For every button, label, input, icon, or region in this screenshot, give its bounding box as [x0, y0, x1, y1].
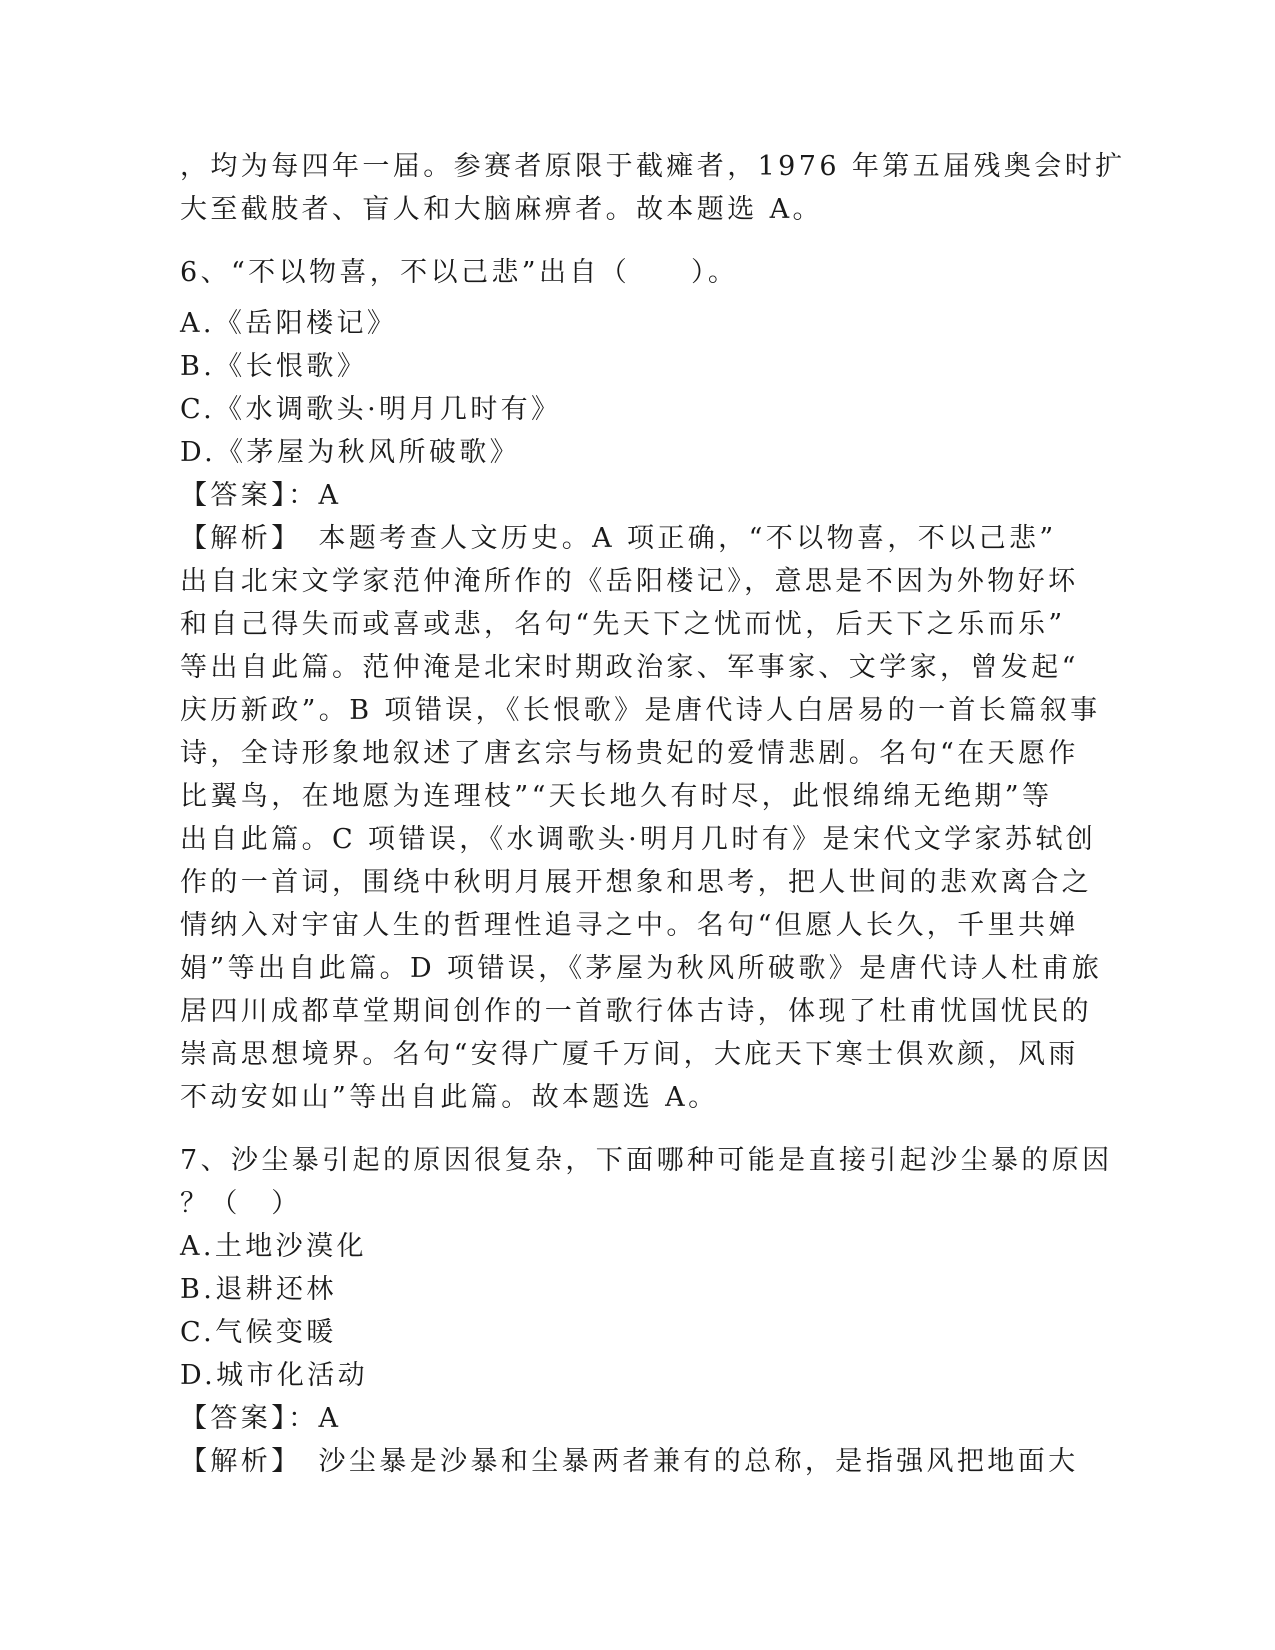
- q7-option-b: B.退耕还林: [180, 1274, 337, 1305]
- q7-option-a: A.土地沙漠化: [180, 1231, 367, 1262]
- question-7: [180, 1139, 1113, 1483]
- q6-analysis-line: 娟”等出自此篇。D 项错误，《茅屋为秋风所破歌》是唐代诗人杜甫旅: [180, 953, 1103, 984]
- q6-option-d: D.《茅屋为秋风所破歌》: [180, 437, 521, 468]
- q7-answer: 【答案】：A: [180, 1403, 342, 1434]
- document-page: [180, 145, 1126, 1483]
- q7-option-d: D.城市化活动: [180, 1360, 369, 1391]
- q6-option-a: A.《岳阳楼记》: [180, 308, 398, 339]
- question-6: [180, 251, 1103, 1119]
- intro-line: ，均为每四年一届。参赛者原限于截瘫者，1976 年第五届残奥会时扩: [180, 151, 1126, 182]
- q6-option-b: B.《长恨歌》: [180, 351, 368, 382]
- q7-analysis-line: 【解析】 沙尘暴是沙暴和尘暴两者兼有的总称，是指强风把地面大: [180, 1446, 1079, 1477]
- q6-analysis-line: 庆历新政”。B 项错误，《长恨歌》是唐代诗人白居易的一首长篇叙事: [180, 695, 1101, 726]
- q6-option-c: C.《水调歌头·明月几时有》: [180, 394, 562, 425]
- q6-analysis-line: 和自己得失而或喜或悲，名句“先天下之忧而忧，后天下之乐而乐”: [180, 609, 1066, 640]
- question-7-text: 7、沙尘暴引起的原因很复杂，下面哪种可能是直接引起沙尘暴的原因: [180, 1145, 1113, 1176]
- q6-analysis-line: 作的一首词，围绕中秋明月展开想象和思考，把人世间的悲欢离合之: [180, 867, 1092, 898]
- q6-analysis-line: 诗，全诗形象地叙述了唐玄宗与杨贵妃的爱情悲剧。名句“在天愿作: [180, 738, 1079, 769]
- q6-answer: 【答案】：A: [180, 480, 342, 511]
- q6-analysis-line: 不动安如山”等出自此篇。故本题选 A。: [180, 1082, 719, 1113]
- q6-analysis-line: 等出自此篇。范仲淹是北宋时期政治家、军事家、文学家，曾发起“: [180, 652, 1079, 683]
- q6-analysis-line: 居四川成都草堂期间创作的一首歌行体古诗，体现了杜甫忧国忧民的: [180, 996, 1092, 1027]
- q6-analysis-line: 【解析】 本题考查人文历史。A 项正确，“不以物喜，不以己悲”: [180, 523, 1057, 554]
- question-6-text: 6、“不以物喜，不以己悲”出自（ ）。: [180, 257, 739, 288]
- intro-line: 大至截肢者、盲人和大脑麻痹者。故本题选 A。: [180, 194, 823, 225]
- q6-analysis-line: 出自北宋文学家范仲淹所作的《岳阳楼记》，意思是不因为外物好坏: [180, 566, 1079, 597]
- q7-option-c: C.气候变暖: [180, 1317, 337, 1348]
- q6-analysis-line: 出自此篇。C 项错误，《水调歌头·明月几时有》是宋代文学家苏轼创: [180, 824, 1097, 855]
- q6-analysis-line: 比翼鸟，在地愿为连理枝”“天长地久有时尽，此恨绵绵无绝期”等: [180, 781, 1053, 812]
- question-7-text: ？（ ）: [180, 1188, 302, 1219]
- q6-analysis-line: 情纳入对宇宙人生的哲理性追寻之中。名句“但愿人长久，千里共婵: [180, 910, 1079, 941]
- intro-continuation: [180, 145, 1126, 231]
- q6-analysis-line: 崇高思想境界。名句“安得广厦千万间，大庇天下寒士俱欢颜，风雨: [180, 1039, 1079, 1070]
